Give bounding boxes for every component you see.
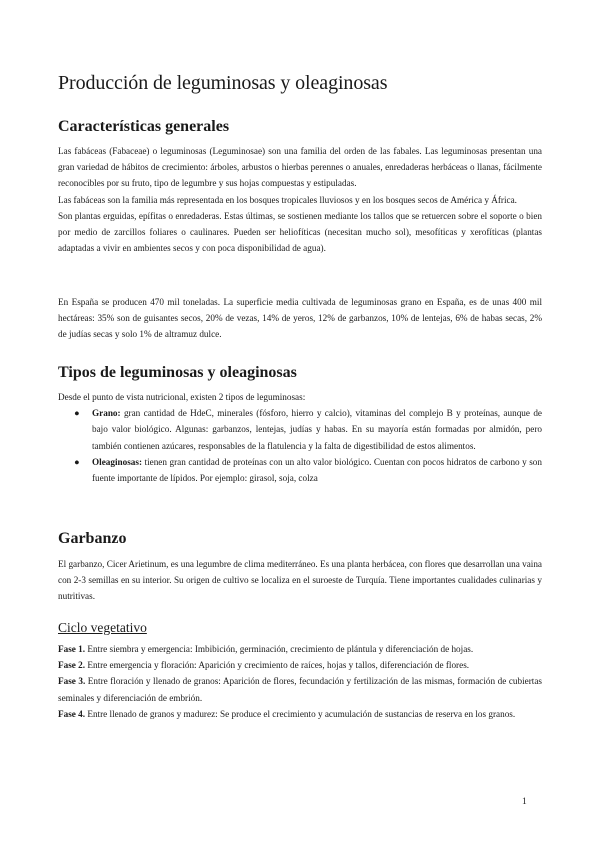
section-caracteristicas: [58, 118, 542, 136]
page-number: 1: [522, 797, 527, 807]
paragraph: Las fabáceas son la familia más representada en los bosques tropicales lluviosos y en los bosques secos de América y África.: [58, 194, 517, 205]
list-item: [58, 454, 542, 486]
phase-text: Entre siembra y emergencia: Imbibición, germinación, crecimiento de plántula y diferenciación de hojas.: [85, 644, 474, 654]
subsection-ciclo: [58, 620, 542, 636]
section-caracteristicas-body: [58, 143, 542, 256]
list-item: [58, 405, 542, 454]
phase-label: Fase 1.: [58, 644, 86, 654]
section-heading: Garbanzo: [58, 530, 127, 547]
phase-text: Entre emergencia y floración: Aparición y crecimiento de raíces, hojas y tallos, diferenciación de flores.: [85, 660, 470, 671]
section-heading: Tipos de leguminosas y oleaginosas: [58, 364, 297, 381]
types-list: [58, 405, 542, 486]
bullet-icon: ●: [74, 408, 80, 419]
section-caracteristicas-spain: [58, 294, 542, 343]
paragraph: El garbanzo, Cicer Arietinum, es una legumbre de clima mediterráneo. Es una planta herbácea, con flores que desarrollan una vaina con 2-3 semillas en su interior. Su origen de cultivo se localiza en el suroeste de Turquía. Tiene importantes cualidades culinarias y nutritivas.: [58, 559, 542, 602]
section-tipos: [58, 364, 542, 382]
item-label: Oleaginosas:: [92, 456, 143, 467]
phase-item: [58, 641, 542, 657]
phases-list: [58, 641, 542, 722]
subsection-heading: Ciclo vegetativo: [58, 620, 147, 635]
phase-text: Entre floración y llenado de granos: Aparición de flores, fecundación y fertilización de las mismas, formación de cubiertas seminales y diferenciación de embrión.: [58, 676, 542, 703]
section-garbanzo-body: [58, 556, 542, 605]
paragraph: Las fabáceas (Fabaceae) o leguminosas (Leguminosae) son una familia del orden de las fabales. Las leguminosas presentan una gran variedad de hábitos de crecimiento: árboles, arbustos o hierbas perennes o anuales, enredaderas herbáceas o llanas, fácilmente reconocibles por su fruto, tipo de legumbre y sus hojas compuestas y estipuladas.: [58, 146, 542, 189]
section-heading: Características generales: [58, 118, 230, 135]
paragraph: Son plantas erguidas, epífitas o enredaderas. Estas últimas, se sostienen mediante los tallos que se retuercen sobre el soporte o bien por medio de zarcillos foliares o caulinares. Pueden ser heliofíticas (necesitan mucho sol), mesofíticas y xerofíticas (plantas adaptadas a vivir en ambientes secos y con poca disponibilidad de agua).: [58, 210, 542, 254]
bullet-icon: ●: [74, 456, 80, 467]
phase-label: Fase 2.: [58, 660, 86, 671]
item-label: Grano:: [92, 408, 121, 419]
phase-label: Fase 3.: [58, 676, 86, 687]
section-tipos-body: [58, 389, 542, 486]
section-garbanzo: [58, 530, 542, 548]
phase-label: Fase 4.: [58, 708, 86, 719]
page-title: Producción de leguminosas y oleaginosas: [58, 72, 388, 94]
phase-item: [58, 657, 542, 673]
paragraph: Desde el punto de vista nutricional, existen 2 tipos de leguminosas:: [58, 392, 306, 402]
phase-text: Entre llenado de granos y madurez: Se produce el crecimiento y acumulación de sustancias de reserva en los granos.: [85, 708, 516, 719]
phase-item: [58, 706, 542, 722]
item-text: gran cantidad de HdeC, minerales (fósforo, hierro y calcio), vitaminas del complejo B y proteínas, aunque de bajo valor biológico. Algunas: garbanzos, lentejas, judías y habas. En su mayoría están formadas por almidón, pero también contienen azúcares, responsables de la flatulencia y la falta de digestibilidad de estos alimentos.: [92, 408, 542, 451]
phase-item: [58, 673, 542, 705]
paragraph: En España se producen 470 mil toneladas. La superficie media cultivada de leguminosas grano en España, es de unas 400 mil hectáreas: 35% son de guisantes secos, 20% de vezas, 14% de yeros, 12% de garbanzos, 10% de lentejas, 6% de habas secas, 2% de judías secas y solo 1% de altramuz dulce.: [58, 297, 542, 340]
item-text: tienen gran cantidad de proteínas con un alto valor biológico. Cuentan con pocos hidratos de carbono y son fuente importante de lípidos. Por ejemplo: girasol, soja, colza: [92, 456, 542, 484]
